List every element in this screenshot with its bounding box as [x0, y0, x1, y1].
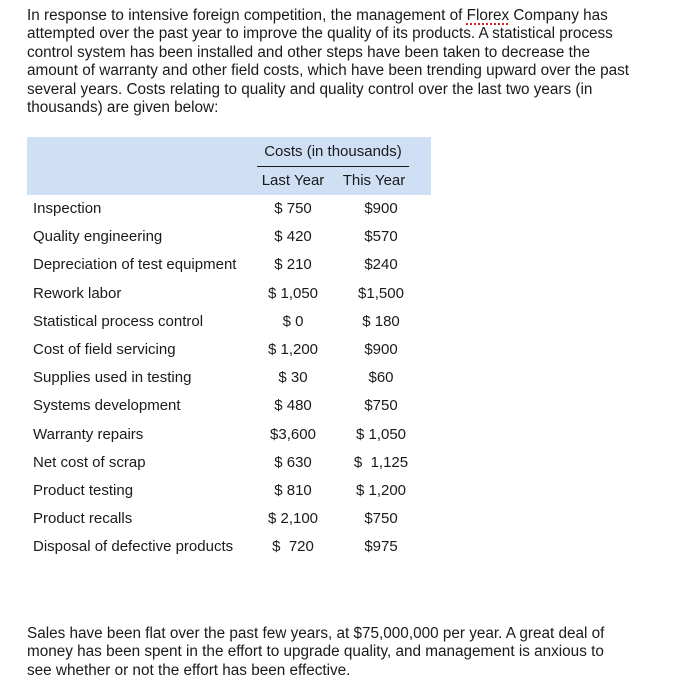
this-year-value: $ 1,050 [355, 425, 407, 443]
table-body [27, 195, 431, 561]
column-header-last-year: Last Year [261, 172, 325, 189]
last-year-value: $3,600 [270, 425, 316, 443]
table-row [27, 195, 431, 223]
this-year-value: $ 180 [362, 312, 400, 330]
table-row [27, 251, 431, 279]
last-year-value: $ 630 [274, 453, 312, 471]
column-header-this-year: This Year [342, 172, 406, 189]
last-year-value: $ 1,050 [267, 284, 319, 302]
table-row [27, 223, 431, 251]
this-year-value: $750 [364, 397, 398, 415]
row-label: Net cost of scrap [33, 453, 146, 471]
last-year-value: $ 30 [278, 369, 308, 387]
this-year-value: $240 [364, 256, 398, 274]
table-row [27, 364, 431, 392]
intro-text-start: In response to intensive foreign competition, the management of [27, 7, 467, 24]
table-row [27, 421, 431, 449]
this-year-value: $570 [364, 228, 398, 246]
table-row [27, 280, 431, 308]
row-label: Product testing [33, 481, 134, 499]
row-label: Disposal of defective products [33, 538, 234, 556]
last-year-value: $ 1,200 [267, 340, 319, 358]
last-year-value: $ 420 [274, 228, 312, 246]
last-year-value: $ 810 [274, 481, 312, 499]
this-year-value: $900 [364, 340, 398, 358]
this-year-value: $ 1,200 [355, 481, 407, 499]
intro-text-end: Company has attempted over the past year to improve the quality of its products. A statistical process control system has been installed and other steps have been taken to decrease the amount of warranty and other field costs, which have been trending upward over the past several years. Costs relating to quality and quality control over the last two years (in thousands) are given below: [27, 7, 630, 117]
last-year-value: $ 480 [274, 397, 312, 415]
row-label: Supplies used in testing [33, 369, 192, 387]
this-year-value: $ 1,125 [353, 453, 409, 471]
row-label: Cost of field servicing [33, 340, 176, 358]
this-year-value: $750 [364, 510, 398, 528]
last-year-value: $ 2,100 [267, 510, 319, 528]
row-label: Product recalls [33, 510, 133, 528]
row-label: Inspection [33, 200, 102, 217]
last-year-value: $ 750 [274, 200, 312, 217]
closing-paragraph: Sales have been flat over the past few years, at $75,000,000 per year. A great deal of money has been spent in the effort to upgrade quality, and management is anxious to see whether or not the effort has been effective. [27, 625, 605, 679]
group-header: Costs (in thousands) [264, 143, 402, 160]
row-label: Statistical process control [33, 312, 204, 330]
table-row [27, 477, 431, 505]
this-year-value: $1,500 [358, 284, 404, 302]
table-row [27, 308, 431, 336]
row-label: Depreciation of test equipment [33, 256, 237, 274]
table-row [27, 449, 431, 477]
table-row [27, 392, 431, 420]
this-year-value: $900 [364, 200, 398, 217]
table-row [27, 505, 431, 533]
row-label: Warranty repairs [33, 425, 144, 443]
last-year-value: $ 720 [272, 538, 314, 556]
this-year-value: $975 [364, 538, 398, 556]
table-row [27, 533, 431, 561]
company-name: Florex [466, 7, 510, 24]
row-label: Quality engineering [33, 228, 163, 246]
intro-paragraph [27, 7, 632, 117]
row-label: Rework labor [33, 284, 122, 302]
table-row [27, 336, 431, 364]
last-year-value: $ 0 [282, 312, 304, 330]
row-label: Systems development [33, 397, 181, 415]
this-year-value: $60 [368, 369, 394, 387]
last-year-value: $ 210 [274, 256, 312, 274]
